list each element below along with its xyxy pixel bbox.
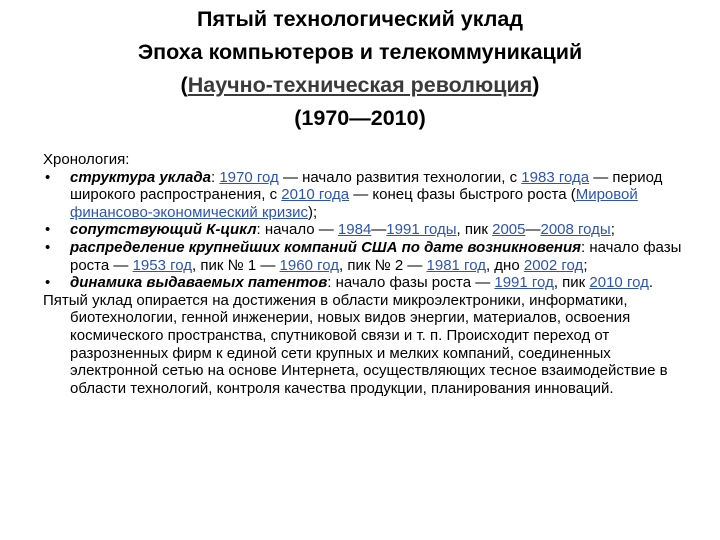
summary-paragraph: Пятый уклад опирается на достижения в области микроэлектроники, информатики, биотехнологии, генной инженерии, новых видов энергии, материалов, освоения космического пространства, спутниковой связи и т. п. Происходит переход от разрозненных фирм к единой сети крупных и мелких компаний, соединенных электронной сетью на основе Интернета, осуществляющих тесное взаимодействие в области технологий, контроля качества продукции, планирования инноваций. bbox=[43, 291, 668, 397]
bullet-text: : bbox=[210, 168, 220, 186]
bullet-text: , пик № 1 — bbox=[192, 256, 280, 274]
bullet-text: , пик № 2 — bbox=[339, 256, 427, 274]
bullet-patents bbox=[43, 274, 693, 292]
slide-title bbox=[40, 3, 680, 135]
title-line-3 bbox=[40, 69, 680, 102]
link-1981[interactable]: 1981 год bbox=[426, 256, 486, 274]
title-paren-close: ) bbox=[532, 73, 540, 97]
bullet-text: : начало — bbox=[256, 221, 338, 239]
link-1991-years[interactable]: 1991 годы bbox=[386, 221, 457, 239]
bullet-term: динамика выдаваемых патентов bbox=[70, 274, 328, 292]
bullet-term: распределение крупнейших компаний США по дате возникновения bbox=[70, 238, 581, 256]
link-2005[interactable]: 2005 bbox=[492, 221, 526, 239]
link-1970[interactable]: 1970 год bbox=[219, 168, 279, 186]
bullet-dot: • bbox=[45, 274, 51, 292]
link-2010-year[interactable]: 2010 год bbox=[589, 274, 649, 292]
bullet-text: . bbox=[648, 274, 654, 292]
bullet-text: : начало фазы роста — bbox=[327, 274, 495, 292]
bullet-dot: • bbox=[45, 168, 51, 186]
title-line-2: Эпоха компьютеров и телекоммуникаций bbox=[137, 40, 583, 64]
bullet-text: , пик bbox=[553, 274, 590, 292]
title-line-4: (1970—2010) bbox=[294, 106, 426, 130]
title-link-ntr[interactable]: Научно-техническая революция bbox=[187, 73, 533, 97]
bullet-structure bbox=[43, 169, 693, 222]
bullet-text: ; bbox=[610, 221, 615, 239]
bullet-text: ; bbox=[583, 256, 588, 274]
link-2002[interactable]: 2002 год bbox=[523, 256, 584, 274]
bullet-text: — bbox=[371, 221, 387, 239]
chronology-heading: Хронология: bbox=[43, 151, 130, 168]
bullet-text: : начало фазы роста — bbox=[70, 238, 682, 274]
bullet-text: , пик bbox=[456, 221, 493, 239]
bullet-term: структура уклада bbox=[70, 168, 211, 186]
bullet-term: сопутствующий К-цикл bbox=[70, 221, 257, 239]
bullet-dot: • bbox=[45, 221, 51, 239]
link-1984[interactable]: 1984 bbox=[337, 221, 372, 239]
bullet-us-companies bbox=[43, 239, 693, 274]
link-1983[interactable]: 1983 года bbox=[521, 168, 590, 186]
link-1991[interactable]: 1991 год bbox=[494, 274, 554, 292]
link-financial-crisis[interactable]: Мировой финансово-экономический кризис bbox=[70, 186, 638, 221]
bullet-text: ); bbox=[308, 203, 318, 221]
bullet-text: — период широкого распространения, с bbox=[70, 168, 663, 204]
bullet-text: — начало развития технологии, с bbox=[278, 168, 522, 186]
bullet-text: , дно bbox=[485, 256, 524, 274]
slide-body bbox=[43, 151, 693, 397]
link-1953[interactable]: 1953 год bbox=[132, 256, 193, 274]
bullet-dot: • bbox=[45, 238, 51, 256]
title-paren-open: ( bbox=[180, 73, 188, 97]
link-2010[interactable]: 2010 года bbox=[281, 186, 350, 204]
bullet-k-cycle bbox=[43, 221, 693, 239]
bullet-text: — конец фазы быстрого роста ( bbox=[349, 186, 576, 204]
link-1960[interactable]: 1960 год bbox=[279, 256, 339, 274]
title-line-1: Пятый технологический уклад bbox=[196, 7, 524, 31]
bullet-text: — bbox=[525, 221, 541, 239]
link-2008-years[interactable]: 2008 годы bbox=[540, 221, 611, 239]
